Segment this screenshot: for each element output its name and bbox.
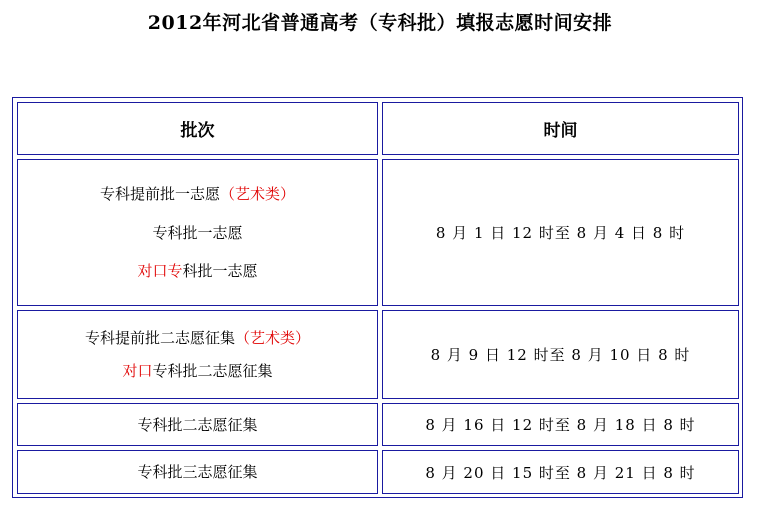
table-row-3-batches [17,403,378,446]
header-time: 时间 [382,102,739,155]
batch-text: 科批一志愿 [182,262,258,281]
table-row-1-time: 8 月 1 日 12 时至 8 月 4 日 8 时 [382,159,739,306]
batch-note: （艺术类） [220,184,296,203]
batch-prefix: 对口专 [137,262,183,281]
batch-item [137,461,257,483]
table-row-2-batches [17,310,378,399]
batch-item [152,222,242,244]
batch-item [137,260,257,282]
batch-item [85,327,310,349]
table-row-1-batches [17,159,378,306]
table-row-4-time: 8 月 20 日 15 时至 8 月 21 日 8 时 [382,450,739,494]
page-title: 2012年河北省普通高考（专科批）填报志愿时间安排 [147,12,613,34]
table-row-3-time: 8 月 16 日 12 时至 8 月 18 日 8 时 [382,403,739,446]
batch-text: 专科批三志愿征集 [137,463,258,481]
batch-text: 专科批二志愿征集 [137,415,258,434]
table-row-4-batches [17,450,378,494]
batch-text: 专科提前批一志愿 [99,184,220,203]
batch-note: （艺术类） [235,328,311,347]
batch-item [100,183,295,205]
table-row-2-time: 8 月 9 日 12 时至 8 月 10 日 8 时 [382,310,739,399]
batch-text: 专科提前批二志愿征集 [84,328,235,347]
batch-text: 专科批二志愿征集 [152,362,273,381]
batch-item [137,414,257,436]
batch-item [122,360,272,382]
header-batch: 批次 [17,102,378,155]
batch-prefix: 对口 [122,362,153,381]
batch-text: 专科批一志愿 [152,223,243,242]
